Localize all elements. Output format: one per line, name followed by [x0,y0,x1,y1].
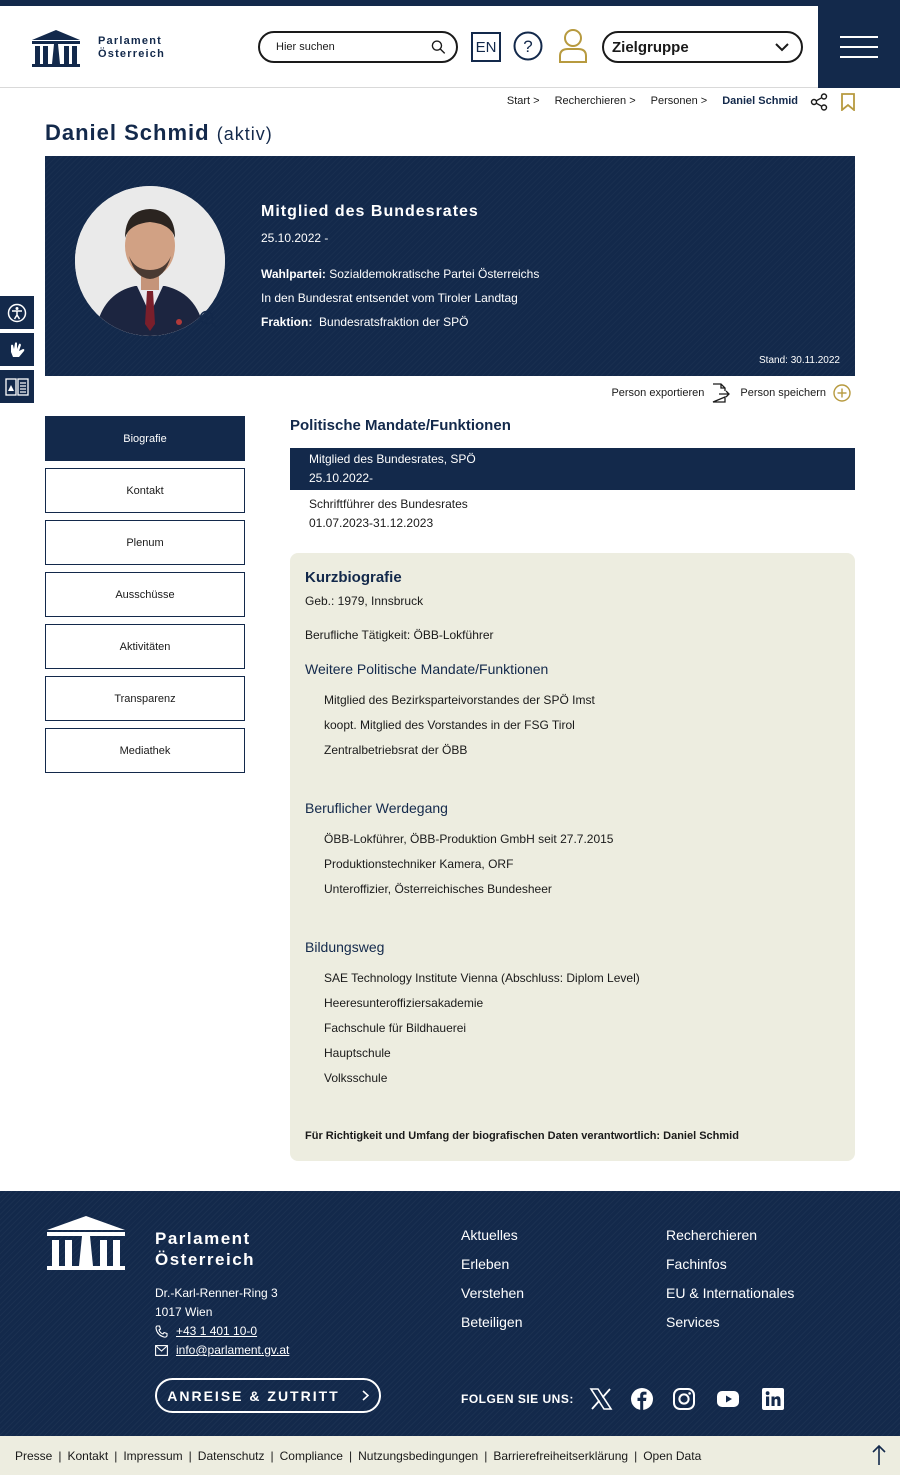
footer-street: Dr.-Karl-Renner-Ring 3 [155,1286,278,1300]
bottom-link-compliance[interactable]: Compliance [279,1448,343,1463]
footer-name-line-1: Parlament [155,1229,251,1248]
person-status: (aktiv) [216,124,273,144]
breadcrumb-start[interactable]: Start > [506,95,540,107]
footer-link-beteiligen[interactable]: Beteiligen [461,1314,523,1330]
footer-logo-icon[interactable] [45,1214,127,1272]
list-item: Volksschule [324,1071,388,1085]
footer-phone: +43 1 401 10-0 [176,1324,258,1338]
list-item: Mitglied des Bezirksparteivorstandes der SPÖ Imst [324,693,595,707]
x-twitter-icon[interactable] [589,1387,613,1411]
bio-footnote: Für Richtigkeit und Umfang der biografischen Daten verantwortlich: Daniel Schmid [305,1130,739,1142]
nav-ausschuesse[interactable]: Ausschüsse [45,572,245,617]
easy-language-tab[interactable] [0,370,34,403]
linkedin-icon[interactable] [761,1387,785,1411]
bottom-link-datenschutz[interactable]: Datenschutz [197,1448,265,1463]
fraktion-line [261,315,468,329]
stand-date: Stand: 30.11.2022 [759,355,840,366]
footer-city: 1017 Wien [155,1305,213,1319]
zielgruppe-label: Zielgruppe [612,38,689,56]
share-icon[interactable] [810,93,828,111]
breadcrumb-recherchieren[interactable]: Recherchieren > [554,95,636,107]
person-section-nav [45,416,245,780]
footer-link-erleben[interactable]: Erleben [461,1256,510,1272]
footer-phone-link[interactable] [155,1324,257,1338]
list-item: ÖBB-Lokführer, ÖBB-Produktion GmbH seit 27.7.2015 [324,832,614,846]
mail-icon [155,1345,168,1356]
bottom-link-barrierefreiheit[interactable]: Barrierefreiheitserklärung [493,1448,629,1463]
mandate-period: 25.10.2022- [309,471,374,485]
back-to-top-icon[interactable] [872,1444,886,1466]
help-icon[interactable] [513,31,543,61]
bottom-link-impressum[interactable]: Impressum [123,1448,183,1463]
list-item: koopt. Mitglied des Vorstandes in der FSG Tirol [324,718,575,732]
search-input[interactable] [276,41,431,53]
add-circle-icon[interactable] [832,383,852,403]
nav-plenum[interactable]: Plenum [45,520,245,565]
wahlpartei-line [261,267,539,281]
person-hero-panel [45,156,855,376]
wahlpartei-label: Wahlpartei: [261,267,326,281]
user-account-icon[interactable] [558,28,588,64]
mandate-item [290,448,855,490]
language-switch-button[interactable]: EN [471,32,501,62]
fraktion-label: Fraktion: [261,315,313,329]
instagram-icon[interactable] [672,1387,696,1411]
list-item: Hauptschule [324,1046,391,1060]
list-item: Zentralbetriebsrat der ÖBB [324,743,468,757]
export-person-button[interactable]: Person exportieren [611,387,705,399]
mandates-title: Politische Mandate/Funktionen [290,417,511,434]
nav-kontakt[interactable]: Kontakt [45,468,245,513]
person-actions [611,383,852,403]
footer-email: info@parlament.gv.at [176,1343,290,1357]
chevron-right-icon [362,1390,369,1401]
list-item: Heeresunteroffiziersakademie [324,996,484,1010]
footer-link-verstehen[interactable]: Verstehen [461,1285,525,1301]
kurzbiografie-box [290,553,855,1161]
bio-born: Geb.: 1979, Innsbruck [305,594,424,608]
sign-language-icon [7,340,27,360]
footer-email-link[interactable] [155,1343,289,1357]
fraktion-value: Bundesratsfraktion der SPÖ [319,315,469,329]
bio-job: Berufliche Tätigkeit: ÖBB-Lokführer [305,628,494,642]
bottom-link-open-data[interactable]: Open Data [643,1448,702,1463]
person-since: 25.10.2022 - [261,231,329,245]
accessibility-icon [7,303,27,323]
footer-link-aktuelles[interactable]: Aktuelles [461,1227,518,1243]
parliament-logo-icon [30,28,82,68]
footer-link-recherchieren[interactable]: Recherchieren [666,1227,758,1243]
entsendet-line: In den Bundesrat entsendet vom Tiroler Landtag [261,291,518,305]
anreise-label: ANREISE & ZUTRITT [167,1387,340,1404]
easy-language-icon [5,377,29,397]
nav-biografie[interactable]: Biografie [45,416,245,461]
anreise-zutritt-button[interactable] [155,1378,381,1413]
search-icon[interactable] [431,39,446,55]
phone-icon [155,1325,168,1338]
footer-link-fachinfos[interactable]: Fachinfos [666,1256,727,1272]
legal-links-bar: Presse | Kontakt | Impressum | Datenschutz | Compliance | Nutzungsbedingungen | Barrierefreiheitserklärung | Open Data [0,1436,900,1475]
youtube-icon[interactable] [716,1387,740,1411]
bottom-link-kontakt[interactable]: Kontakt [67,1448,109,1463]
mandate-item [290,493,855,535]
mandate-name: Schriftführer des Bundesrates [309,497,468,511]
bio-title: Kurzbiografie [305,569,402,586]
facebook-icon[interactable] [630,1387,654,1411]
site-header [0,6,900,88]
bookmark-icon[interactable] [840,93,856,111]
sign-language-tab[interactable] [0,333,34,366]
bio-bildung-title: Bildungsweg [305,939,385,955]
footer-link-services[interactable]: Services [666,1314,720,1330]
search-box [258,31,458,63]
chevron-down-icon [775,43,789,52]
hamburger-menu-button[interactable] [818,6,900,88]
logo-line-2: Österreich [98,48,166,60]
nav-transparenz[interactable]: Transparenz [45,676,245,721]
list-item: Produktionstechniker Kamera, ORF [324,857,514,871]
breadcrumb [507,95,798,107]
person-name: Daniel Schmid [45,120,210,145]
footer-name-line-2: Österreich [155,1250,256,1269]
list-item: Fachschule für Bildhauerei [324,1021,467,1035]
export-icon[interactable] [710,383,730,403]
wahlpartei-value: Sozialdemokratische Partei Österreichs [329,267,540,281]
list-item: Unteroffizier, Österreichisches Bundesheer [324,882,552,896]
bio-weitere-title: Weitere Politische Mandate/Funktionen [305,661,549,677]
mandate-name: Mitglied des Bundesrates, SPÖ [309,452,476,466]
footer-link-eu-internationales[interactable]: EU & Internationales [666,1285,795,1301]
page-title [45,120,273,146]
logo-line-1: Parlament [98,35,162,47]
zoom-in-icon[interactable] [199,310,217,328]
bottom-link-presse[interactable]: Presse [15,1448,53,1463]
breadcrumb-current: Daniel Schmid [722,95,798,107]
logo-text [98,35,165,61]
bio-werdegang-title: Beruflicher Werdegang [305,800,448,816]
site-footer [0,1191,900,1436]
bottom-link-nutzungsbedingungen[interactable]: Nutzungsbedingungen [358,1448,479,1463]
save-person-button[interactable]: Person speichern [740,387,826,399]
nav-aktivitaeten[interactable]: Aktivitäten [45,624,245,669]
follow-us-label: FOLGEN SIE UNS: [461,1392,574,1406]
accessibility-tab[interactable] [0,296,34,329]
footer-org-name [155,1228,255,1270]
breadcrumb-personen[interactable]: Personen > [650,95,708,107]
zielgruppe-select[interactable] [602,31,803,63]
nav-mediathek[interactable]: Mediathek [45,728,245,773]
site-logo[interactable] [30,26,170,70]
list-item: SAE Technology Institute Vienna (Abschluss: Diplom Level) [324,971,640,985]
person-role: Mitglied des Bundesrates [261,203,479,220]
svg-text:?: ? [523,37,533,56]
mandate-period: 01.07.2023-31.12.2023 [309,516,434,530]
